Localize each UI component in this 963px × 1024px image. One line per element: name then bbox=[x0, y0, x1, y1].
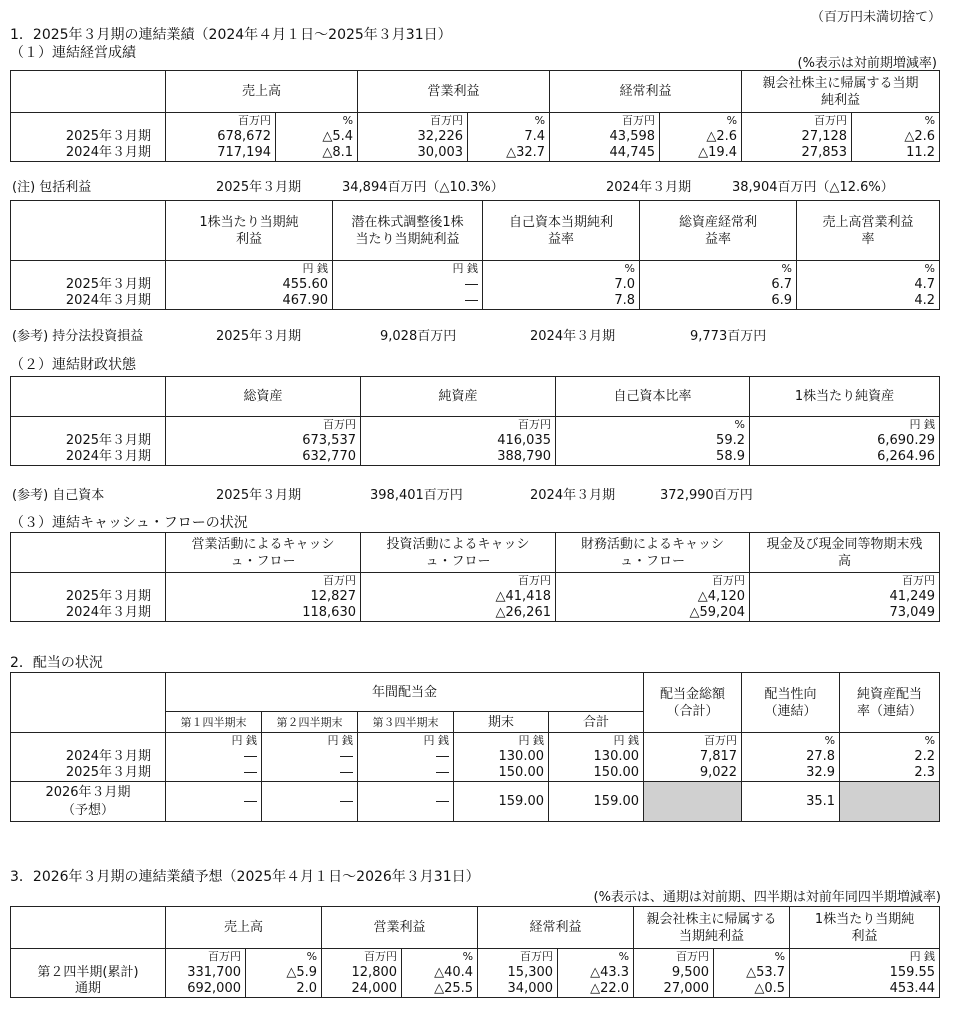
unit-cell: 百万円 bbox=[750, 573, 940, 590]
note-label: (参考) 自己資本 bbox=[12, 488, 105, 503]
note-value: 38,904百万円（△12.6%） bbox=[732, 180, 894, 195]
table-row bbox=[11, 605, 940, 622]
unit-cell: % bbox=[468, 113, 550, 130]
value-cell: 43,598 bbox=[550, 129, 660, 145]
value-cell: △40.4 bbox=[402, 965, 478, 981]
unit-cell: % bbox=[276, 113, 358, 130]
value-cell: △8.1 bbox=[276, 145, 358, 162]
col-header: 自己資本当期純利益率 bbox=[483, 201, 640, 261]
unit-cell: % bbox=[840, 733, 940, 750]
value-cell: 159.55 bbox=[790, 965, 940, 981]
col-header: 自己資本比率 bbox=[556, 377, 750, 417]
value-cell: 692,000 bbox=[166, 981, 246, 998]
value-cell: 12,800 bbox=[322, 965, 402, 981]
col-header: 配当金総額（合計） bbox=[644, 673, 742, 733]
value-cell: ― bbox=[262, 782, 358, 822]
value-cell: 455.60 bbox=[166, 277, 333, 293]
value-cell: 331,700 bbox=[166, 965, 246, 981]
col-header: 総資産 bbox=[166, 377, 361, 417]
unit-cell: % bbox=[640, 261, 797, 278]
value-cell: 34,000 bbox=[478, 981, 558, 998]
row-label: 第２四半期(累計) bbox=[11, 965, 166, 981]
col-header: 経常利益 bbox=[550, 71, 742, 113]
group-header: 年間配当金 bbox=[166, 673, 644, 712]
note-label: (参考) 持分法投資損益 bbox=[12, 329, 144, 344]
value-cell: 632,770 bbox=[166, 449, 361, 466]
value-cell: 41,249 bbox=[750, 589, 940, 605]
value-cell: 15,300 bbox=[478, 965, 558, 981]
note-value: 34,894百万円（△10.3%） bbox=[342, 180, 504, 195]
value-cell: 159.00 bbox=[549, 782, 644, 822]
section-title-1: 1．2025年３月期の連結業績（2024年４月１日～2025年３月31日） bbox=[10, 27, 452, 43]
row-label: 2024年３月期 bbox=[11, 749, 166, 765]
value-cell: 118,630 bbox=[166, 605, 361, 622]
col-header: 配当性向（連結） bbox=[742, 673, 840, 733]
note-value: 398,401百万円 bbox=[370, 488, 463, 503]
dividends-table bbox=[10, 672, 940, 822]
financial-position-table bbox=[10, 376, 940, 466]
unit-cell: 円 銭 bbox=[166, 261, 333, 278]
col-header: 経常利益 bbox=[478, 907, 634, 949]
value-cell: 6,690.29 bbox=[750, 433, 940, 449]
value-cell: 6.9 bbox=[640, 293, 797, 310]
value-cell: △22.0 bbox=[558, 981, 634, 998]
row-label: 2025年３月期 bbox=[11, 277, 166, 293]
col-header: 財務活動によるキャッシュ・フロー bbox=[556, 533, 750, 573]
value-cell: 7.8 bbox=[483, 293, 640, 310]
note-period: 2025年３月期 bbox=[216, 329, 302, 344]
unit-cell: 百万円 bbox=[742, 113, 852, 130]
table-row bbox=[11, 965, 940, 981]
row-label: 2025年３月期 bbox=[11, 765, 166, 782]
shaded-cell bbox=[840, 782, 940, 822]
unit-cell: 百万円 bbox=[478, 949, 558, 966]
corner-cell bbox=[11, 71, 166, 113]
col-header: 営業活動によるキャッシュ・フロー bbox=[166, 533, 361, 573]
section-title-3: 3．2026年３月期の連結業績予想（2025年４月１日～2026年３月31日） bbox=[10, 869, 480, 885]
unit-cell: 円 銭 bbox=[166, 733, 262, 750]
row-label: 2024年３月期 bbox=[11, 293, 166, 310]
row-label: 2024年３月期 bbox=[11, 449, 166, 466]
value-cell: ― bbox=[166, 782, 262, 822]
value-cell: △41,418 bbox=[361, 589, 556, 605]
unit-cell: % bbox=[797, 261, 940, 278]
row-label: 通期 bbox=[11, 981, 166, 998]
value-cell: 73,049 bbox=[750, 605, 940, 622]
value-cell: △59,204 bbox=[556, 605, 750, 622]
value-cell: ― bbox=[262, 749, 358, 765]
table-row bbox=[11, 981, 940, 998]
value-cell: 44,745 bbox=[550, 145, 660, 162]
unit-cell: % bbox=[402, 949, 478, 966]
col-header: 1株当たり当期純利益 bbox=[790, 907, 940, 949]
value-cell: ― bbox=[333, 277, 483, 293]
value-cell: 453.44 bbox=[790, 981, 940, 998]
table-row bbox=[11, 129, 940, 145]
unit-cell: 百万円 bbox=[644, 733, 742, 750]
value-cell: 9,500 bbox=[634, 965, 714, 981]
value-cell: 717,194 bbox=[166, 145, 276, 162]
value-cell: 7.4 bbox=[468, 129, 550, 145]
unit-cell: % bbox=[660, 113, 742, 130]
unit-cell: % bbox=[714, 949, 790, 966]
value-cell: 7.0 bbox=[483, 277, 640, 293]
unit-cell: 円 銭 bbox=[358, 733, 454, 750]
unit-cell: 円 銭 bbox=[750, 417, 940, 434]
col-header: 営業利益 bbox=[358, 71, 550, 113]
value-cell: 58.9 bbox=[556, 449, 750, 466]
note-period: 2024年３月期 bbox=[606, 180, 692, 195]
unit-cell: 円 銭 bbox=[549, 733, 644, 750]
col-header: 合計 bbox=[549, 712, 644, 733]
col-header: 親会社株主に帰属する当期純利益 bbox=[634, 907, 790, 949]
col-header: 期末 bbox=[454, 712, 549, 733]
value-cell: ― bbox=[358, 765, 454, 782]
value-cell: ― bbox=[166, 765, 262, 782]
value-cell: ― bbox=[358, 782, 454, 822]
value-cell: △0.5 bbox=[714, 981, 790, 998]
table-row bbox=[11, 293, 940, 310]
value-cell: 6.7 bbox=[640, 277, 797, 293]
value-cell: △2.6 bbox=[852, 129, 940, 145]
note-value: 372,990百万円 bbox=[660, 488, 753, 503]
subsection-cash-flows: （３）連結キャッシュ・フローの状況 bbox=[10, 515, 248, 531]
value-cell: 4.2 bbox=[797, 293, 940, 310]
col-header: 潜在株式調整後1株当たり当期純利益 bbox=[333, 201, 483, 261]
table-row bbox=[11, 433, 940, 449]
unit-cell: 円 銭 bbox=[790, 949, 940, 966]
value-cell: 12,827 bbox=[166, 589, 361, 605]
value-cell: 130.00 bbox=[549, 749, 644, 765]
value-cell: 4.7 bbox=[797, 277, 940, 293]
col-header: 売上高 bbox=[166, 71, 358, 113]
value-cell: △5.9 bbox=[246, 965, 322, 981]
value-cell: 35.1 bbox=[742, 782, 840, 822]
note-period: 2024年３月期 bbox=[530, 329, 616, 344]
value-cell: 24,000 bbox=[322, 981, 402, 998]
col-header: 売上高 bbox=[166, 907, 322, 949]
value-cell: ― bbox=[262, 765, 358, 782]
cash-flow-table bbox=[10, 532, 940, 622]
value-cell: 388,790 bbox=[361, 449, 556, 466]
unit-cell: 百万円 bbox=[361, 573, 556, 590]
table-row bbox=[11, 449, 940, 466]
value-cell: 32.9 bbox=[742, 765, 840, 782]
value-cell: 6,264.96 bbox=[750, 449, 940, 466]
col-header: 親会社株主に帰属する当期純利益 bbox=[742, 71, 940, 113]
unit-cell: 円 銭 bbox=[454, 733, 549, 750]
table-row bbox=[11, 277, 940, 293]
unit-cell: 百万円 bbox=[358, 113, 468, 130]
value-cell: ― bbox=[166, 749, 262, 765]
value-cell: △43.3 bbox=[558, 965, 634, 981]
unit-cell: % bbox=[558, 949, 634, 966]
value-cell: 159.00 bbox=[454, 782, 549, 822]
value-cell: 416,035 bbox=[361, 433, 556, 449]
col-header: 第２四半期末 bbox=[262, 712, 358, 733]
value-cell: △32.7 bbox=[468, 145, 550, 162]
col-header: 営業利益 bbox=[322, 907, 478, 949]
unit-cell: 百万円 bbox=[634, 949, 714, 966]
unit-cell: 百万円 bbox=[166, 113, 276, 130]
value-cell: △25.5 bbox=[402, 981, 478, 998]
unit-cell: 百万円 bbox=[166, 949, 246, 966]
note-period: 2025年３月期 bbox=[216, 180, 302, 195]
unit-cell: % bbox=[483, 261, 640, 278]
per-share-table bbox=[10, 200, 940, 310]
value-cell: 27,128 bbox=[742, 129, 852, 145]
col-header: 投資活動によるキャッシュ・フロー bbox=[361, 533, 556, 573]
value-cell: △2.6 bbox=[660, 129, 742, 145]
col-header: 総資産経常利益率 bbox=[640, 201, 797, 261]
operating-results-table bbox=[10, 70, 940, 162]
value-cell: △26,261 bbox=[361, 605, 556, 622]
row-label: 2025年３月期 bbox=[11, 129, 166, 145]
unit-cell: 円 銭 bbox=[333, 261, 483, 278]
value-cell: 59.2 bbox=[556, 433, 750, 449]
forecast-row bbox=[11, 782, 940, 822]
value-cell: △5.4 bbox=[276, 129, 358, 145]
unit-cell: 百万円 bbox=[322, 949, 402, 966]
value-cell: ― bbox=[333, 293, 483, 310]
value-cell: △53.7 bbox=[714, 965, 790, 981]
section-title-2: 2．配当の状況 bbox=[10, 655, 103, 671]
note-value: 9,028百万円 bbox=[380, 329, 457, 344]
value-cell: 30,003 bbox=[358, 145, 468, 162]
value-cell: 2.2 bbox=[840, 749, 940, 765]
table-row bbox=[11, 145, 940, 162]
table-row bbox=[11, 749, 940, 765]
row-label: 2024年３月期 bbox=[11, 145, 166, 162]
value-cell: 673,537 bbox=[166, 433, 361, 449]
value-cell: 7,817 bbox=[644, 749, 742, 765]
note-period: 2025年３月期 bbox=[216, 488, 302, 503]
col-header: 第１四半期末 bbox=[166, 712, 262, 733]
col-header: 売上高営業利益率 bbox=[797, 201, 940, 261]
value-cell: △19.4 bbox=[660, 145, 742, 162]
unit-cell: 百万円 bbox=[550, 113, 660, 130]
note-label: (注) 包括利益 bbox=[12, 180, 92, 195]
value-cell: 9,022 bbox=[644, 765, 742, 782]
percent-note: (%表示は対前期増減率) bbox=[797, 56, 937, 71]
unit-cell: 百万円 bbox=[556, 573, 750, 590]
value-cell: 2.0 bbox=[246, 981, 322, 998]
value-cell: △4,120 bbox=[556, 589, 750, 605]
subsection-operating-results: （１）連結経営成績 bbox=[10, 45, 136, 61]
row-label: 2025年３月期 bbox=[11, 433, 166, 449]
col-header: 純資産配当率（連結） bbox=[840, 673, 940, 733]
value-cell: 27,853 bbox=[742, 145, 852, 162]
unit-cell: % bbox=[852, 113, 940, 130]
value-cell: 150.00 bbox=[454, 765, 549, 782]
unit-cell: 百万円 bbox=[166, 573, 361, 590]
forecast-sublabel: （予想） bbox=[61, 802, 114, 818]
col-header: 純資産 bbox=[361, 377, 556, 417]
value-cell: 27,000 bbox=[634, 981, 714, 998]
value-cell: 150.00 bbox=[549, 765, 644, 782]
table-row bbox=[11, 765, 940, 782]
row-label bbox=[11, 782, 166, 822]
shaded-cell bbox=[644, 782, 742, 822]
unit-cell: % bbox=[246, 949, 322, 966]
unit-cell: 百万円 bbox=[166, 417, 361, 434]
subsection-financial-position: （２）連結財政状態 bbox=[10, 357, 136, 373]
unit-cell: % bbox=[556, 417, 750, 434]
forecast-percent-note: (%表示は、通期は対前期、四半期は対前年同四半期増減率) bbox=[593, 890, 941, 905]
row-label: 2024年３月期 bbox=[11, 605, 166, 622]
value-cell: 11.2 bbox=[852, 145, 940, 162]
value-cell: 130.00 bbox=[454, 749, 549, 765]
table-row bbox=[11, 589, 940, 605]
forecast-table bbox=[10, 906, 940, 998]
value-cell: 467.90 bbox=[166, 293, 333, 310]
col-header: 1株当たり純資産 bbox=[750, 377, 940, 417]
col-header: 1株当たり当期純利益 bbox=[166, 201, 333, 261]
value-cell: 678,672 bbox=[166, 129, 276, 145]
value-cell: 32,226 bbox=[358, 129, 468, 145]
note-value: 9,773百万円 bbox=[690, 329, 767, 344]
forecast-label: 2026年３月期 bbox=[45, 784, 131, 800]
col-header: 現金及び現金同等物期末残高 bbox=[750, 533, 940, 573]
note-period: 2024年３月期 bbox=[530, 488, 616, 503]
col-header: 第３四半期末 bbox=[358, 712, 454, 733]
unit-cell: % bbox=[742, 733, 840, 750]
row-label: 2025年３月期 bbox=[11, 589, 166, 605]
value-cell: 27.8 bbox=[742, 749, 840, 765]
value-cell: ― bbox=[358, 749, 454, 765]
value-cell: 2.3 bbox=[840, 765, 940, 782]
unit-cell: 百万円 bbox=[361, 417, 556, 434]
unit-cell: 円 銭 bbox=[262, 733, 358, 750]
unit-note: （百万円未満切捨て） bbox=[810, 10, 941, 25]
